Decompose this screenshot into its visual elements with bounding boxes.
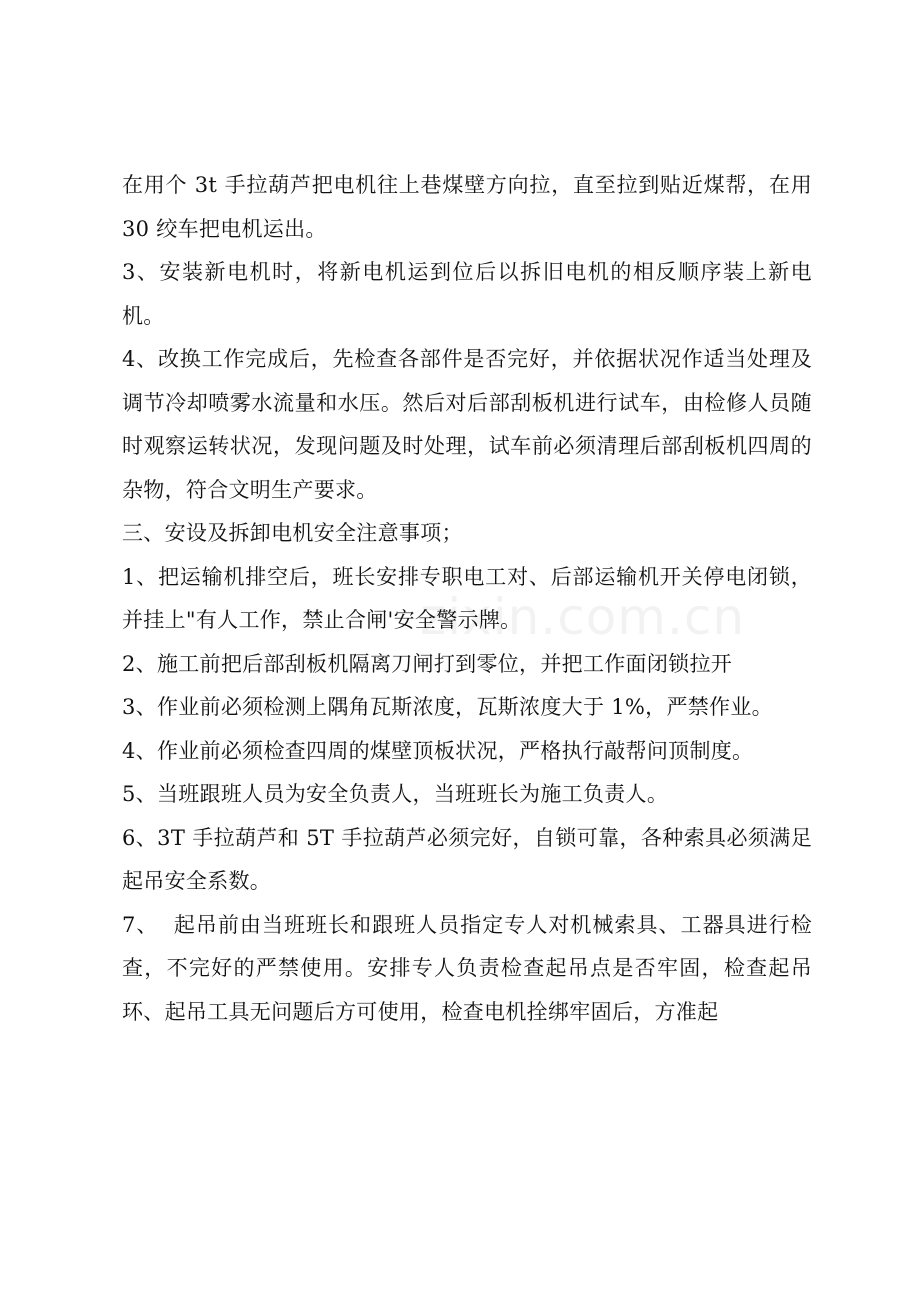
paragraph-1: 在用个 3t 手拉葫芦把电机往上巷煤壁方向拉，直至拉到贴近煤帮，在用 30 绞车把电机运出。 bbox=[122, 173, 819, 241]
paragraph-11: 7、 起吊前由当班班长和跟班人员指定专人对机械索具、工器具进行检查，不完好的严禁使用。安排专人负责检查起吊点是否牢固，检查起吊环、起吊工具无问题后方可使用，检查电机拴绑牢固后，方准起 bbox=[122, 912, 812, 1024]
paragraph-3: 4、改换工作完成后，先检查各部件是否完好，并依据状况作适当处理及调节冷却喷雾水流量和水压。然后对后部刮板机进行试车，由检修人员随时观察运转状况，发现问题及时处理，试车前必须清理后部刮板机四周的杂物，符合文明生产要求。 bbox=[122, 347, 812, 502]
paragraph-5: 1、把运输机排空后，班长安排专职电工对、后部运输机开关停电闭锁，并挂上"有人工作，禁止合闸'安全警示牌。 bbox=[122, 564, 812, 632]
paragraph-8: 4、作业前必须检查四周的煤壁顶板状况，严格执行敲帮问顶制度。 bbox=[122, 738, 754, 763]
section-heading: 三、安设及拆卸电机安全注意事项； bbox=[122, 521, 463, 545]
document-body bbox=[122, 164, 819, 1034]
paragraph-7: 3、作业前必须检测上隅角瓦斯浓度，瓦斯浓度大于 1%，严禁作业。 bbox=[122, 695, 773, 719]
paragraph-6: 2、施工前把后部刮板机隔离刀闸打到零位，并把工作面闭锁拉开 bbox=[122, 651, 733, 676]
watermark: zixin.com.cn bbox=[420, 588, 746, 646]
paragraph-10: 6、3T 手拉葫芦和 5T 手拉葫芦必须完好，自锁可靠，各种索具必须满足起吊安全系数。 bbox=[122, 825, 812, 893]
paragraph-2: 3、安装新电机时，将新电机运到位后以拆旧电机的相反顺序装上新电机。 bbox=[122, 260, 812, 328]
paragraph-9: 5、当班跟班人员为安全负责人，当班班长为施工负责人。 bbox=[122, 782, 669, 806]
